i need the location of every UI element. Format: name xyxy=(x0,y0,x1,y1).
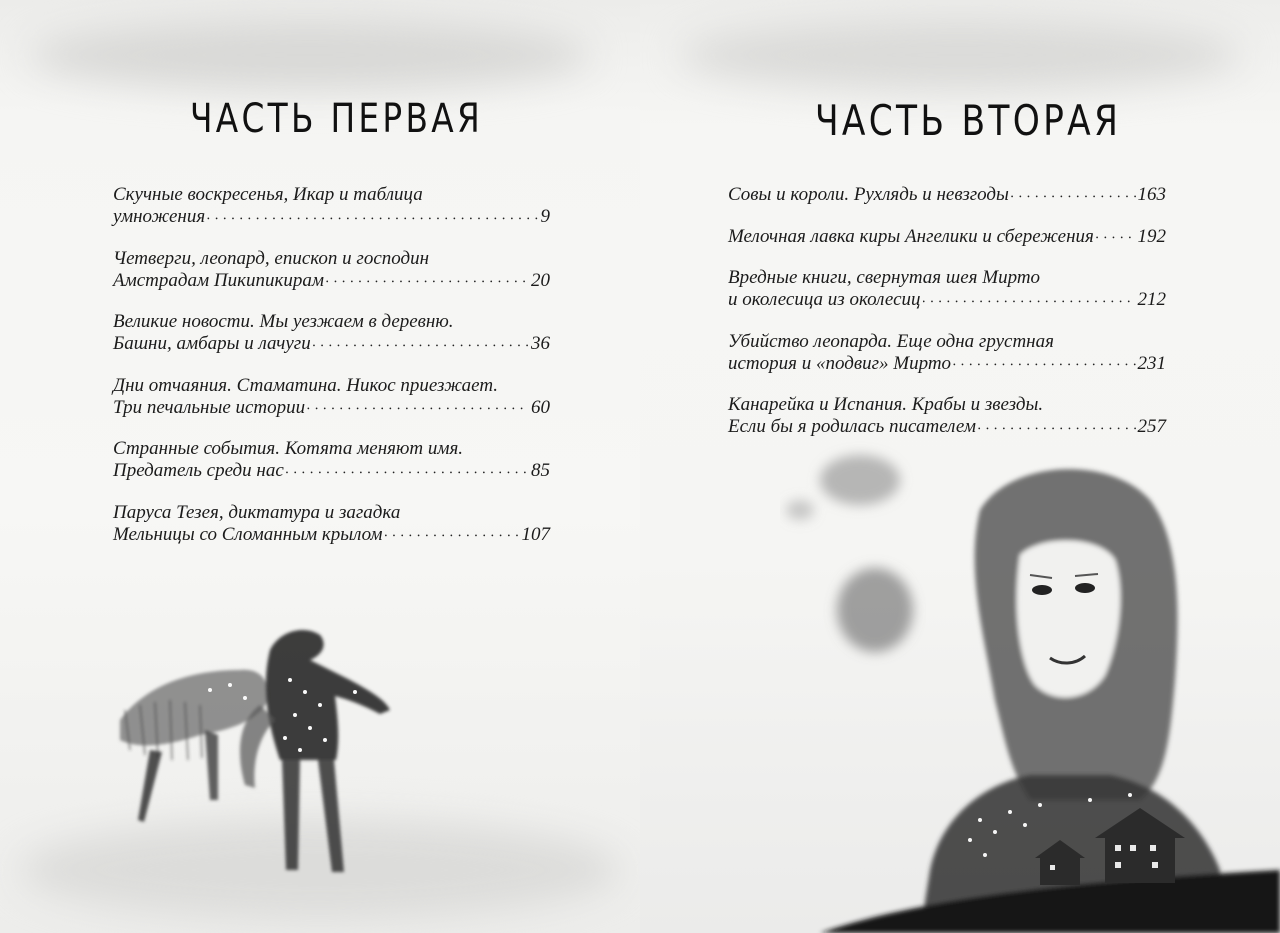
toc-entry[interactable] xyxy=(113,311,550,357)
dot-leader xyxy=(326,271,529,294)
toc-entry-line1: Канарейка и Испания. Крабы и звезды. xyxy=(728,394,1044,416)
toc-entry-line1: Вредные книги, свернутая шея Мирто xyxy=(728,267,1041,289)
toc-entry-line2: Амстрадам Пикипикирам xyxy=(113,269,324,291)
part-two-title: ЧАСТЬ ВТОРАЯ xyxy=(815,96,1122,145)
toc-entry[interactable] xyxy=(113,248,550,294)
toc-page-number: 20 xyxy=(531,269,550,291)
toc-entry[interactable] xyxy=(728,267,1166,313)
ink-wash-top xyxy=(30,20,590,90)
dot-leader xyxy=(978,417,1135,440)
toc-page-number: 163 xyxy=(1137,184,1166,205)
right-page xyxy=(640,0,1280,933)
toc-entry[interactable] xyxy=(728,226,1166,250)
toc-entry-line1: Четверги, леопард, епископ и господин xyxy=(113,247,430,269)
toc-entry-line2: умножения xyxy=(113,206,206,227)
toc-entry-line1: Великие новости. Мы уезжаем в деревню. xyxy=(113,311,454,333)
toc-page-number: 9 xyxy=(540,206,550,227)
toc-entry-line2: история и «подвиг» Мирто xyxy=(728,352,952,374)
toc-entry-line2: Если бы я родилась писателем xyxy=(728,416,977,438)
dot-leader xyxy=(313,334,529,357)
toc-entry-line2: Три печальные истории xyxy=(113,396,306,418)
toc-entry[interactable] xyxy=(113,438,550,484)
dot-leader xyxy=(1011,185,1136,208)
toc-part-two xyxy=(728,184,1166,458)
toc-page-number: 231 xyxy=(1137,352,1166,374)
dot-leader xyxy=(953,354,1135,377)
toc-page-number: 192 xyxy=(1137,225,1166,247)
toc-entry[interactable] xyxy=(113,184,550,230)
ink-wash-top xyxy=(680,20,1240,90)
toc-entry-line2: Предатель среди нас xyxy=(113,460,284,482)
toc-entry-line1: Странные события. Котята меняют имя. xyxy=(113,438,464,460)
two-figures-illustration xyxy=(110,610,410,900)
dot-leader xyxy=(307,398,529,421)
toc-page-number: 36 xyxy=(531,333,550,355)
girl-portrait-illustration xyxy=(780,440,1280,933)
dot-leader xyxy=(1096,227,1136,250)
toc-entry-line1: Убийство леопарда. Еще одна грустная xyxy=(728,330,1054,352)
dot-leader xyxy=(286,461,529,484)
dot-leader xyxy=(923,290,1136,313)
toc-entry-line2: Мельницы со Сломанным крылом xyxy=(113,523,383,545)
toc-entry-line1: Паруса Тезея, диктатура и загадка xyxy=(113,501,401,523)
toc-entry-line2: Совы и короли. Рухлядь и невзгоды xyxy=(728,184,1009,205)
toc-entry-line2: Мелочная лавка киры Ангелики и сбережения xyxy=(728,225,1094,247)
toc-entry[interactable] xyxy=(728,331,1166,377)
toc-entry-line2: и околесица из околесиц xyxy=(728,289,921,311)
part-one-title: ЧАСТЬ ПЕРВАЯ xyxy=(190,96,484,142)
toc-page-number: 60 xyxy=(531,396,550,418)
dot-leader xyxy=(385,525,520,548)
toc-entry[interactable] xyxy=(728,394,1166,440)
toc-entry[interactable] xyxy=(113,375,550,421)
toc-page-number: 85 xyxy=(531,460,550,482)
toc-page-number: 257 xyxy=(1137,416,1166,438)
toc-entry-line1: Дни отчаяния. Стаматина. Никос приезжает. xyxy=(113,374,499,396)
toc-part-one xyxy=(113,184,550,565)
toc-entry-line2: Башни, амбары и лачуги xyxy=(113,333,311,355)
toc-entry[interactable] xyxy=(113,502,550,548)
dot-leader xyxy=(207,207,538,230)
toc-page-number: 212 xyxy=(1137,289,1166,311)
toc-page-number: 107 xyxy=(521,523,550,545)
toc-entry-line1: Скучные воскресенья, Икар и таблица xyxy=(113,184,423,205)
toc-entry[interactable] xyxy=(728,184,1166,208)
